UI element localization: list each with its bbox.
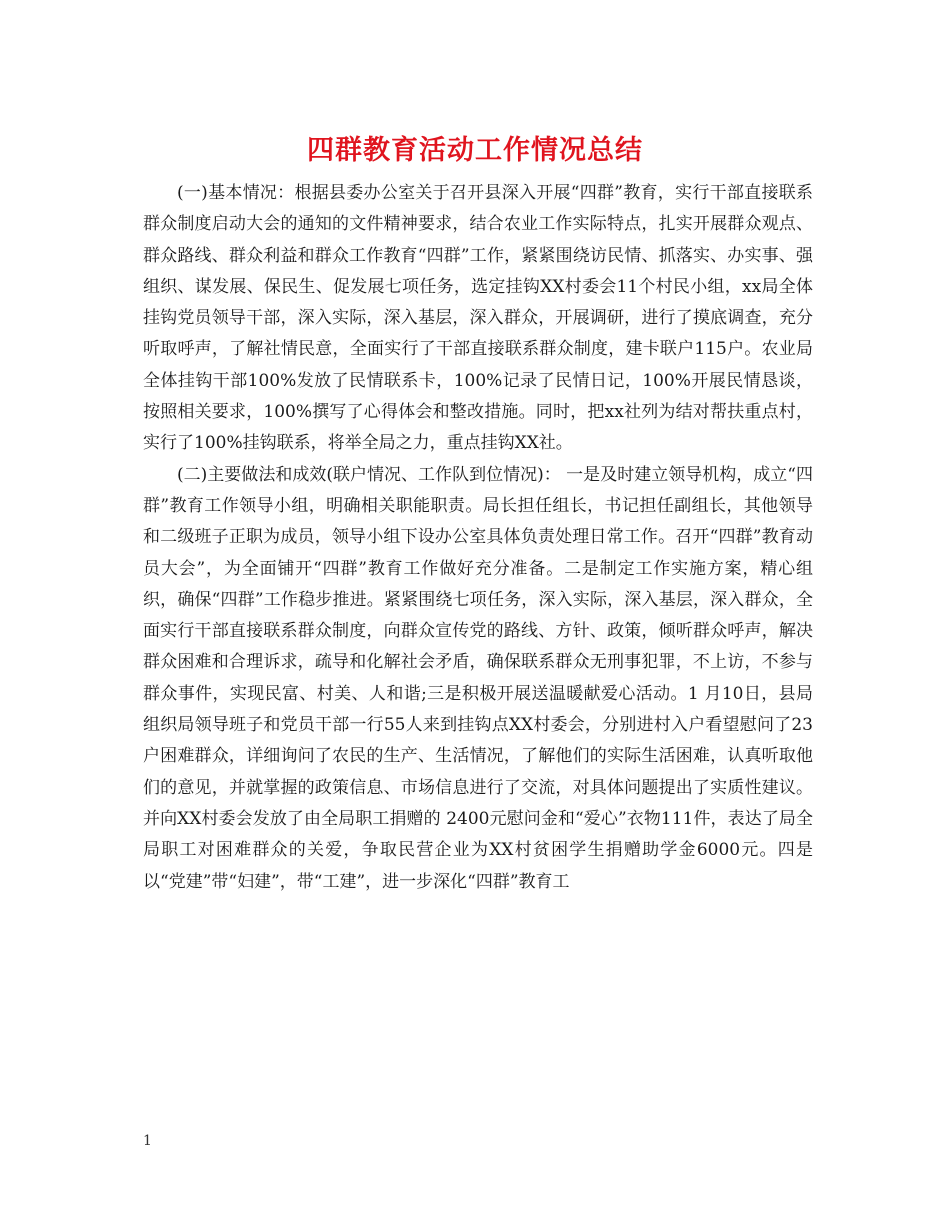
document-body: [143, 178, 813, 898]
paragraph-main-practices: (二)主要做法和成效(联户情况、工作队到位情况)： 一是及时建立领导机构，成立“四群”教育工作领导小组，明确相关职能职责。局长担任组长，书记担任副组长，其他领导和二级班子正职为成员，领导小组下设办公室具体负责处理日常工作。召开“四群”教育动员大会”，为全面铺开“四群”教育工作做好充分准备。二是制定工作实施方案，精心组织，确保“四群”工作稳步推进。紧紧围绕七项任务，深入实际，深入基层，深入群众，全面实行干部直接联系群众制度，向群众宣传党的路线、方针、政策，倾听群众呼声，解决群众困难和合理诉求，疏导和化解社会矛盾，确保联系群众无刑事犯罪，不上访，不参与群众事件，实现民富、村美、人和谐;三是积极开展送温暖献爱心活动。1 月10日，县局组织局领导班子和党员干部一行55人来到挂钩点XX村委会，分别进村入户看望慰问了23户困难群众，详细询问了农民的生产、生活情况，了解他们的实际生活困难，认真听取他们的意见，并就掌握的政策信息、市场信息进行了交流，对具体问题提出了实质性建议。并向XX村委会发放了由全局职工捐赠的 2400元慰问金和“爱心”衣物111件，表达了局全局职工对困难群众的关爱，争取民营企业为XX村贫困学生捐赠助学金6000元。四是以“党建”带“妇建”，带“工建”，进一步深化“四群”教育工: [143, 464, 813, 892]
document-title: 四群教育活动工作情况总结: [307, 135, 643, 166]
paragraph-basic-situation: (一)基本情况：根据县委办公室关于召开县深入开展“四群”教育，实行干部直接联系群众制度启动大会的通知的文件精神要求，结合农业工作实际特点，扎实开展群众观点、群众路线、群众利益和群众工作教育“四群”工作，紧紧围绕访民情、抓落实、办实事、强组织、谋发展、保民生、促发展七项任务，选定挂钩XX村委会11个村民小组，xx局全体挂钩党员领导干部，深入实际，深入基层，深入群众，开展调研，进行了摸底调查，充分听取呼声，了解社情民意，全面实行了干部直接联系群众制度，建卡联户115户。农业局全体挂钩干部100%发放了民情联系卡，100%记录了民情日记，100%开展民情恳谈，按照相关要求，100%撰写了心得体会和整改措施。同时，把xx社列为结对帮扶重点村，实行了100%挂钩联系，将举全局之力，重点挂钩XX社。: [143, 183, 813, 454]
page-number: 1: [143, 1133, 152, 1149]
